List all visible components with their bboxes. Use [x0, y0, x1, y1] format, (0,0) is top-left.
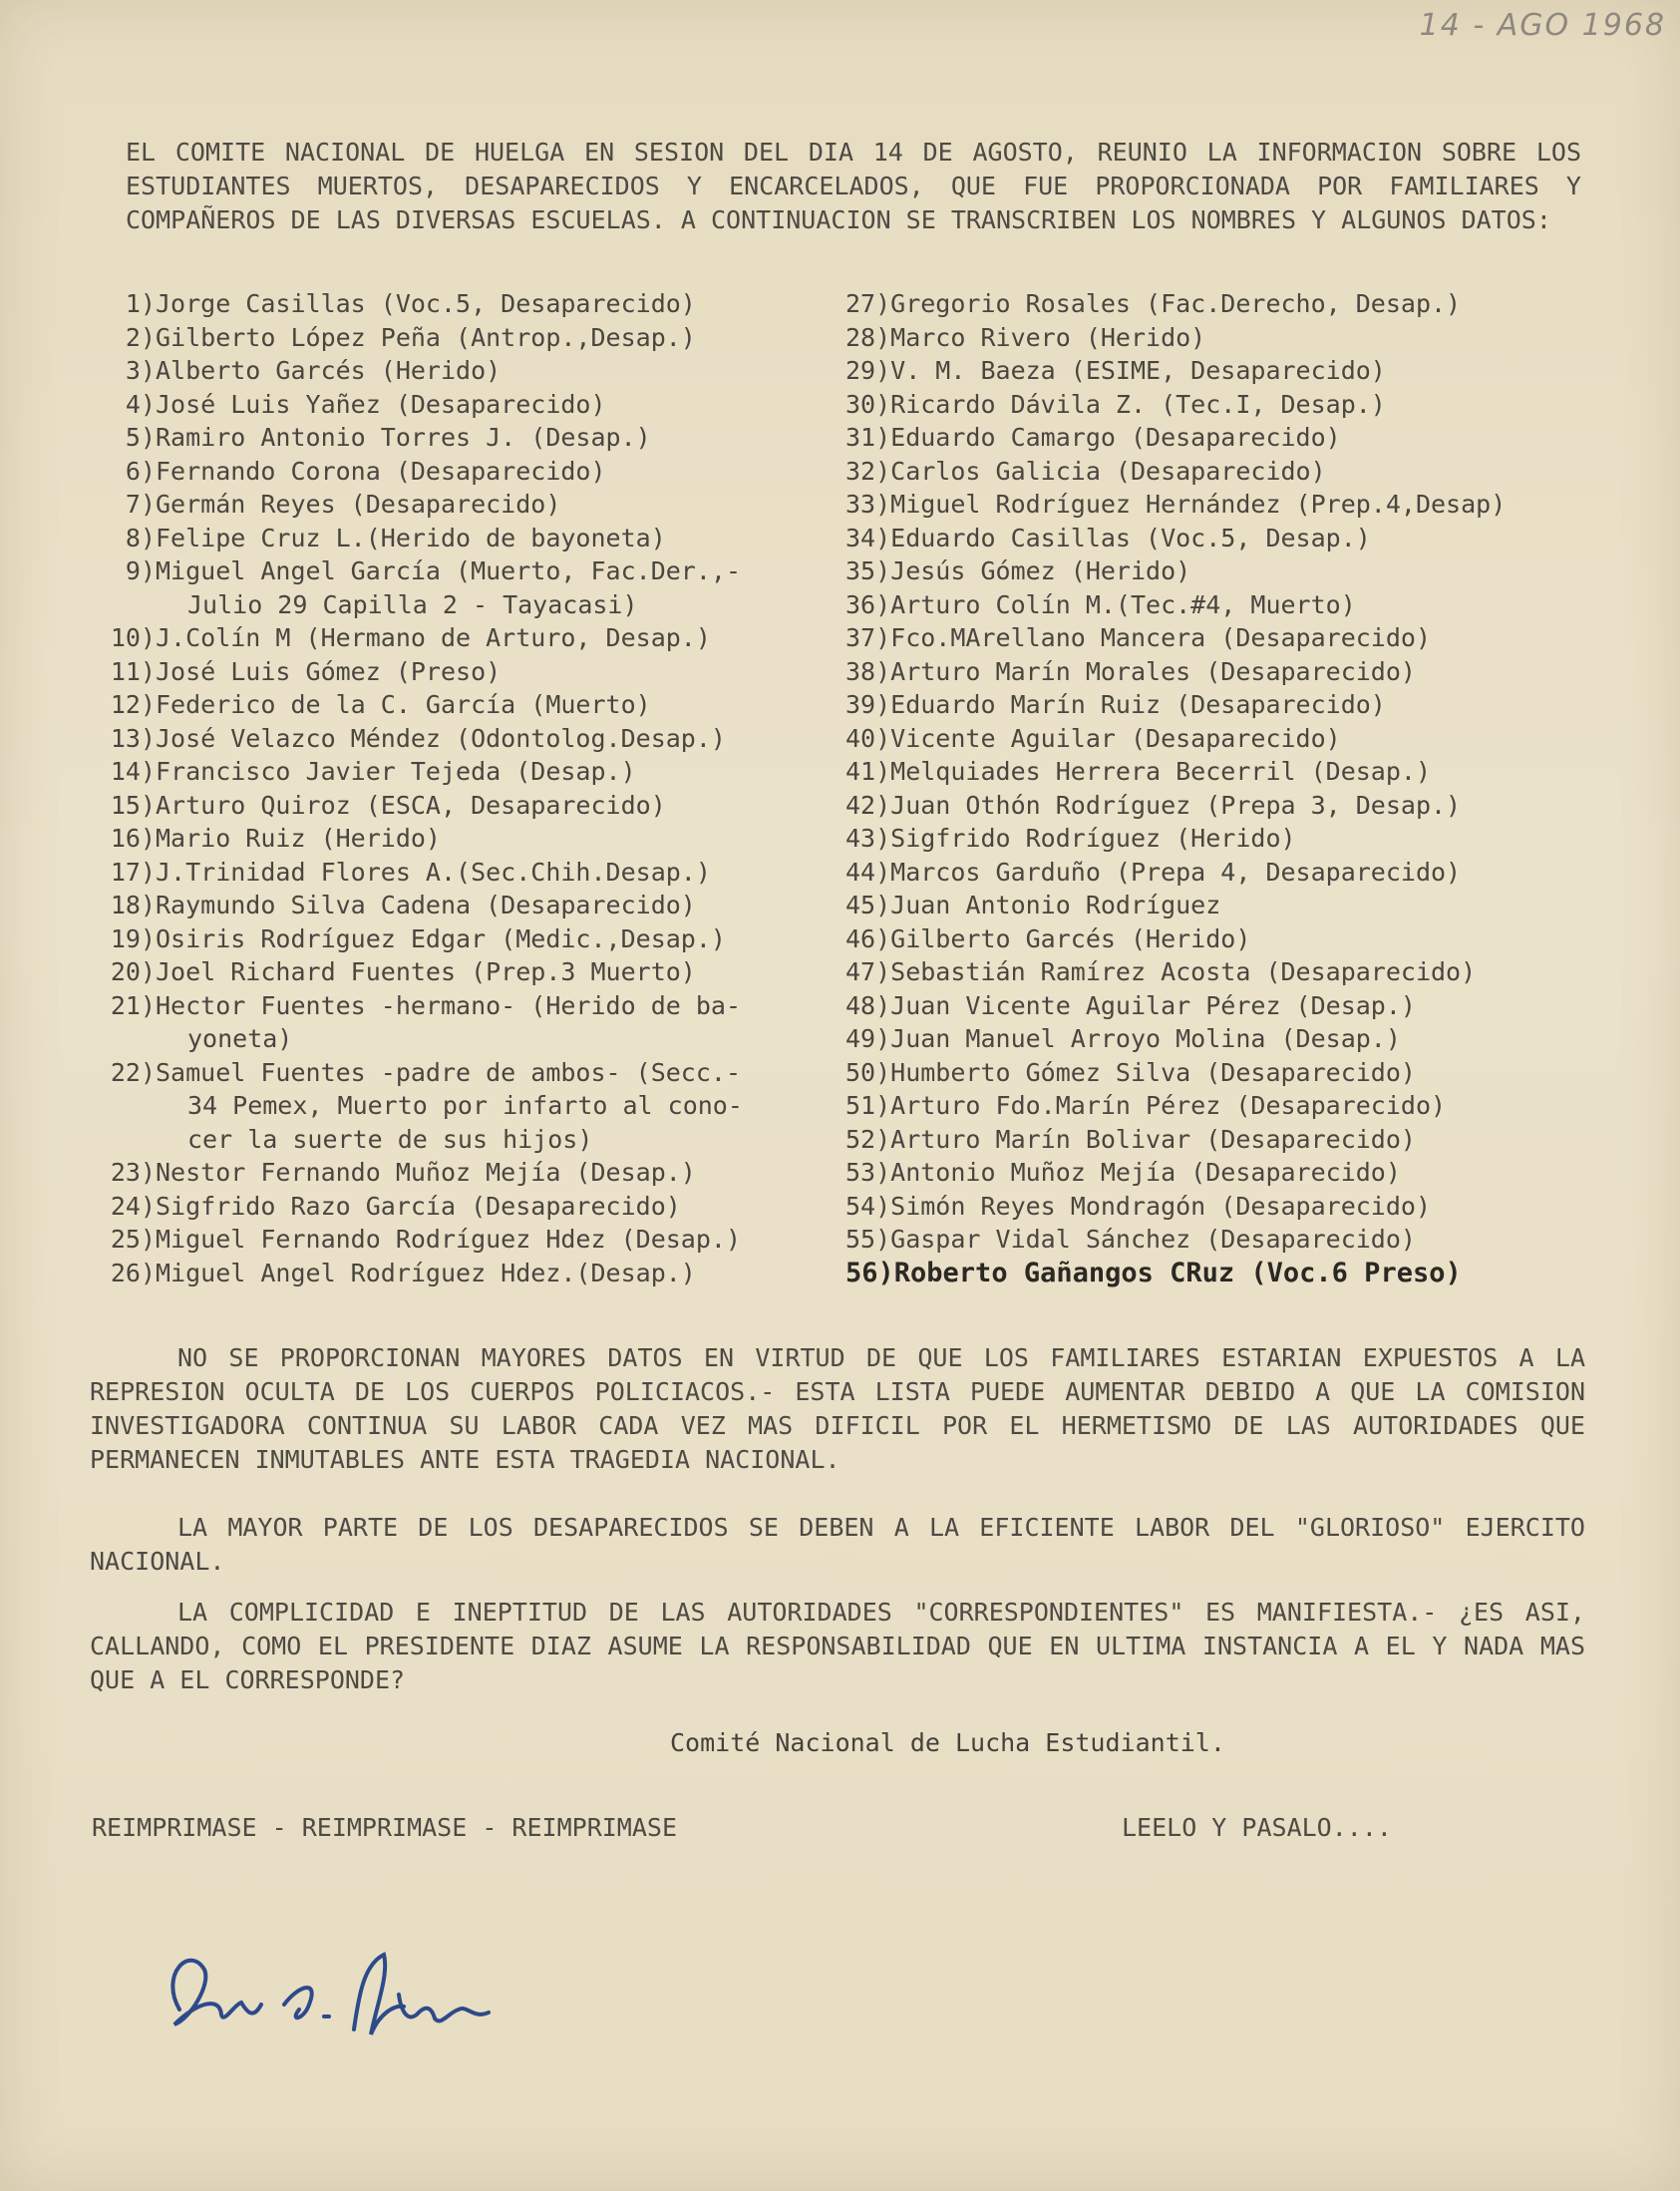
list-item-number: 49): [845, 1024, 891, 1053]
list-item-text: Carlos Galicia (Desaparecido): [890, 456, 1326, 486]
list-item-text: Gregorio Rosales (Fac.Derecho, Desap.): [890, 289, 1462, 318]
list-item: [108, 1190, 845, 1224]
list-item: [845, 554, 1643, 588]
list-item: [845, 522, 1643, 555]
list-item-text: Miguel Fernando Rodríguez Hdez (Desap.): [156, 1225, 741, 1254]
list-item-text: Jesús Gómez (Herido): [890, 556, 1191, 585]
list-item: [108, 522, 845, 555]
list-item: [108, 388, 845, 422]
list-item-text: Raymundo Silva Cadena (Desaparecido): [156, 891, 696, 919]
list-item-number: 25): [110, 1225, 156, 1254]
list-item-number: 55): [845, 1225, 891, 1254]
list-item-number: 12): [110, 690, 156, 719]
list-item: [108, 488, 845, 522]
notice-text: NO SE PROPORCIONAN MAYORES DATOS EN VIRTUD DE QUE LOS FAMILIARES ESTARIAN EXPUESTOS A LA REPRESION OCULTA DE LOS CUERPOS POLICIACOS.- ESTA LISTA PUEDE AUMENTAR DEBIDO A QUE LA COMISION INVESTIGADORA CONTINUA SU LABOR CADA VEZ MAS DIFICIL POR EL HERMETISMO DE LAS AUTORIDADES QUE PERMANECEN INMUTABLES ANTE ESTA TRAGEDIA NACIONAL.: [90, 1343, 1585, 1474]
list-item: [845, 455, 1643, 489]
list-item-text: Jorge Casillas (Voc.5, Desaparecido): [156, 289, 696, 318]
list-item-text: Gaspar Vidal Sánchez (Desaparecido): [890, 1225, 1416, 1254]
list-item-text: Gilberto Garcés (Herido): [890, 923, 1251, 953]
list-item-number: 39): [845, 690, 891, 719]
list-item: [108, 822, 845, 856]
list-item-number: 41): [845, 757, 891, 786]
list-item-text: Melquiades Herrera Becerril (Desap.): [890, 757, 1432, 786]
list-item: [845, 922, 1643, 956]
list-item-number: 53): [845, 1158, 891, 1187]
list-item: [108, 321, 845, 355]
list-item: [108, 554, 845, 588]
list-item-number: 32): [845, 456, 891, 486]
list-item-number: 45): [845, 891, 891, 919]
list-item-number: 47): [845, 957, 891, 986]
list-item: [845, 1022, 1643, 1056]
list-item: [108, 856, 845, 890]
list-item: [108, 455, 845, 489]
list-item-text: Marco Rivero (Herido): [890, 322, 1206, 352]
army-text: LA MAYOR PARTE DE LOS DESAPARECIDOS SE DEBEN A LA EFICIENTE LABOR DEL "GLORIOSO" EJERCITO NACIONAL.: [90, 1513, 1585, 1576]
list-item: [108, 1156, 845, 1190]
list-item-text: Antonio Muñoz Mejía (Desaparecido): [890, 1158, 1401, 1187]
list-item-text: Francisco Javier Tejeda (Desap.): [156, 757, 636, 786]
list-item: [108, 621, 845, 655]
list-item: [108, 421, 845, 455]
list-item-number: 19): [110, 923, 156, 953]
list-item-text: cer la suerte de sus hijos): [187, 1124, 593, 1154]
list-item-text: José Luis Yañez (Desaparecido): [156, 389, 606, 419]
list-item-number: 28): [845, 322, 891, 352]
read-pass-footer: LEELO Y PASALO....: [1122, 1813, 1392, 1842]
list-item: [845, 1156, 1643, 1190]
list-item: [845, 621, 1643, 655]
list-item: [845, 1123, 1643, 1157]
list-item: [845, 1223, 1643, 1257]
list-item: [108, 889, 845, 922]
reprint-footer: REIMPRIMASE - REIMPRIMASE - REIMPRIMASE: [92, 1813, 677, 1842]
committee-signature: Comité Nacional de Lucha Estudiantil.: [670, 1728, 1225, 1757]
list-item-text: Samuel Fuentes -padre de ambos- (Secc.-: [156, 1057, 741, 1087]
list-item-text: Alberto Garcés (Herido): [156, 356, 502, 385]
list-item-number: 35): [845, 556, 891, 585]
list-item-number: 1): [125, 289, 156, 318]
list-item: [845, 588, 1643, 622]
list-item-number: 23): [110, 1158, 156, 1187]
list-item-number: 29): [845, 356, 891, 385]
list-item-number: 24): [110, 1191, 156, 1221]
list-item-text: Germán Reyes (Desaparecido): [156, 490, 561, 519]
list-item: [845, 822, 1643, 856]
list-item: [845, 488, 1643, 522]
list-item-number: 8): [125, 523, 156, 552]
list-item: [108, 354, 845, 388]
list-item: [108, 989, 845, 1023]
list-item: [845, 722, 1643, 756]
list-item-text: Federico de la C. García (Muerto): [156, 690, 651, 719]
list-item-text: Nestor Fernando Muñoz Mejía (Desap.): [156, 1158, 696, 1187]
list-item-number: 5): [125, 423, 156, 452]
list-item-text: Gilberto López Peña (Antrop.,Desap.): [156, 322, 696, 352]
list-item: [108, 688, 845, 722]
list-item: [845, 1056, 1643, 1090]
list-item: [108, 755, 845, 789]
list-item-number: 33): [845, 490, 891, 519]
list-item: [845, 1190, 1643, 1224]
list-item-text: Eduardo Marín Ruiz (Desaparecido): [890, 690, 1386, 719]
list-item-text: Eduardo Camargo (Desaparecido): [890, 423, 1341, 452]
list-item-number: 13): [110, 723, 156, 753]
list-item-number: 36): [845, 589, 891, 619]
list-item-text: Eduardo Casillas (Voc.5, Desap.): [890, 523, 1371, 552]
list-item-text: Juan Antonio Rodríguez: [890, 891, 1221, 919]
list-item-number: 18): [110, 891, 156, 919]
list-item-number: 17): [110, 857, 156, 887]
list-item-number: 30): [845, 389, 891, 419]
list-item-number: 10): [110, 623, 156, 652]
names-column-right: [845, 287, 1643, 1289]
complicity-paragraph: [90, 1596, 1585, 1697]
list-item: [845, 856, 1643, 890]
list-item-text: Hector Fuentes -hermano- (Herido de ba-: [156, 990, 741, 1020]
notice-paragraph: [90, 1341, 1585, 1477]
list-item-text: Sigfrido Razo García (Desaparecido): [156, 1191, 681, 1221]
list-item-number: 2): [125, 322, 156, 352]
names-column-left: [108, 287, 845, 1289]
list-item: [108, 287, 845, 321]
list-item: [845, 1089, 1643, 1123]
list-item: [108, 789, 845, 823]
list-item-text: Arturo Quiroz (ESCA, Desaparecido): [156, 790, 666, 820]
list-item: [845, 755, 1643, 789]
list-item-text: Humberto Gómez Silva (Desaparecido): [890, 1057, 1416, 1087]
list-item-number: 52): [845, 1124, 891, 1154]
list-item-text: Mario Ruiz (Herido): [156, 824, 441, 853]
list-item-text: Miguel Rodríguez Hernández (Prep.4,Desap): [890, 490, 1507, 519]
list-item-number: 9): [125, 556, 156, 585]
list-item-number: 20): [110, 957, 156, 986]
list-item: [108, 955, 845, 989]
list-item-number: 14): [110, 757, 156, 786]
list-item-text: Vicente Aguilar (Desaparecido): [890, 723, 1341, 753]
names-list: [0, 287, 1680, 1314]
list-item-number: 40): [845, 723, 891, 753]
list-item: [845, 655, 1643, 689]
list-item-number: 7): [125, 490, 156, 519]
list-item-text: Arturo Fdo.Marín Pérez (Desaparecido): [890, 1091, 1447, 1120]
list-item-text: Ramiro Antonio Torres J. (Desap.): [156, 423, 651, 452]
list-item-continuation: [108, 1089, 845, 1123]
list-item-number: 37): [845, 623, 891, 652]
list-item-number: 51): [845, 1091, 891, 1120]
list-item: [108, 722, 845, 756]
list-item-continuation: [108, 1123, 845, 1157]
list-item: [108, 1223, 845, 1257]
list-item-number: 48): [845, 990, 891, 1020]
list-item-text: Sebastián Ramírez Acosta (Desaparecido): [890, 957, 1477, 986]
list-item: [108, 655, 845, 689]
list-item-number: 3): [125, 356, 156, 385]
list-item-text: Arturo Colín M.(Tec.#4, Muerto): [890, 589, 1356, 619]
list-item: [108, 1257, 845, 1290]
handwritten-signature: [150, 1935, 528, 2054]
list-item-number: 46): [845, 923, 891, 953]
list-item-number: 38): [845, 656, 891, 686]
list-item-text: Arturo Marín Bolivar (Desaparecido): [890, 1124, 1416, 1154]
list-item-number: 4): [125, 389, 156, 419]
list-item-number: 16): [110, 824, 156, 853]
list-item-text: Fco.MArellano Mancera (Desaparecido): [890, 623, 1432, 652]
list-item-number: 11): [110, 656, 156, 686]
list-item-text: Sigfrido Rodríguez (Herido): [890, 824, 1296, 853]
list-item-text: Miguel Angel Rodríguez Hdez.(Desap.): [156, 1258, 696, 1287]
list-item-text: Joel Richard Fuentes (Prep.3 Muerto): [156, 957, 696, 986]
list-item-text: Marcos Garduño (Prepa 4, Desaparecido): [890, 857, 1462, 887]
list-item-number: 56): [845, 1257, 894, 1288]
list-item-text: Juan Othón Rodríguez (Prepa 3, Desap.): [890, 790, 1462, 820]
list-item: [108, 922, 845, 956]
list-item-text: J.Trinidad Flores A.(Sec.Chih.Desap.): [156, 857, 711, 887]
list-item-number: 42): [845, 790, 891, 820]
list-item-text: Ricardo Dávila Z. (Tec.I, Desap.): [890, 389, 1386, 419]
list-item-text: J.Colín M (Hermano de Arturo, Desap.): [156, 623, 711, 652]
list-item-number: 50): [845, 1057, 891, 1087]
list-item: [108, 1056, 845, 1090]
list-item-text: Felipe Cruz L.(Herido de bayoneta): [156, 523, 666, 552]
list-item: [845, 354, 1643, 388]
list-item-text: Juan Vicente Aguilar Pérez (Desap.): [890, 990, 1416, 1020]
list-item-number: 27): [845, 289, 891, 318]
list-item: [845, 388, 1643, 422]
list-item-text: Juan Manuel Arroyo Molina (Desap.): [890, 1024, 1401, 1053]
list-item-text: 34 Pemex, Muerto por infarto al cono-: [187, 1091, 743, 1120]
list-item-continuation: [108, 1022, 845, 1056]
list-item-number: 22): [110, 1057, 156, 1087]
list-item-text: Roberto Gañangos CRuz (Voc.6 Preso): [893, 1257, 1462, 1288]
list-item: [845, 688, 1643, 722]
list-item-text: Julio 29 Capilla 2 - Tayacasi): [187, 589, 638, 619]
list-item: [845, 989, 1643, 1023]
list-item: [845, 1257, 1643, 1290]
list-item-text: yoneta): [187, 1024, 293, 1053]
list-item: [845, 421, 1643, 455]
list-item-number: 43): [845, 824, 891, 853]
list-item-number: 31): [845, 423, 891, 452]
list-item-number: 6): [125, 456, 156, 486]
list-item-number: 26): [110, 1258, 156, 1287]
army-paragraph: [90, 1511, 1585, 1579]
list-item: [845, 789, 1643, 823]
list-item-text: Osiris Rodríguez Edgar (Medic.,Desap.): [156, 923, 726, 953]
date-stamp: 14 - AGO 1968: [1419, 8, 1666, 43]
list-item: [845, 889, 1643, 922]
list-item-text: José Velazco Méndez (Odontolog.Desap.): [156, 723, 726, 753]
list-item-text: Arturo Marín Morales (Desaparecido): [890, 656, 1416, 686]
list-item-text: Fernando Corona (Desaparecido): [156, 456, 606, 486]
complicity-text: LA COMPLICIDAD E INEPTITUD DE LAS AUTORIDADES "CORRESPONDIENTES" ES MANIFIESTA.- ¿ES ASI, CALLANDO, COMO EL PRESIDENTE DIAZ ASUME LA RESPONSABILIDAD QUE EN ULTIMA INSTANCIA A EL Y NADA MAS QUE A EL CORRESPONDE?: [90, 1598, 1585, 1694]
list-item-text: José Luis Gómez (Preso): [156, 656, 502, 686]
list-item-number: 34): [845, 523, 891, 552]
list-item-text: Simón Reyes Mondragón (Desaparecido): [890, 1191, 1432, 1221]
list-item: [845, 287, 1643, 321]
list-item: [845, 321, 1643, 355]
list-item-number: 44): [845, 857, 891, 887]
header-paragraph: EL COMITE NACIONAL DE HUELGA EN SESION DEL DIA 14 DE AGOSTO, REUNIO LA INFORMACION SOBRE LOS ESTUDIANTES MUERTOS, DESAPARECIDOS Y ENCARCELADOS, QUE FUE PROPORCIONADA POR FAMILIARES Y COMPAÑEROS DE LAS DIVERSAS ESCUELAS. A CONTINUACION SE TRANSCRIBEN LOS NOMBRES Y ALGUNOS DATOS:: [126, 138, 1581, 234]
list-item-continuation: [108, 588, 845, 622]
list-item-text: Miguel Angel García (Muerto, Fac.Der.,-: [156, 556, 741, 585]
list-item-text: V. M. Baeza (ESIME, Desaparecido): [890, 356, 1386, 385]
list-item-number: 54): [845, 1191, 891, 1221]
list-item: [845, 955, 1643, 989]
list-item-number: 21): [110, 990, 156, 1020]
list-item-number: 15): [110, 790, 156, 820]
